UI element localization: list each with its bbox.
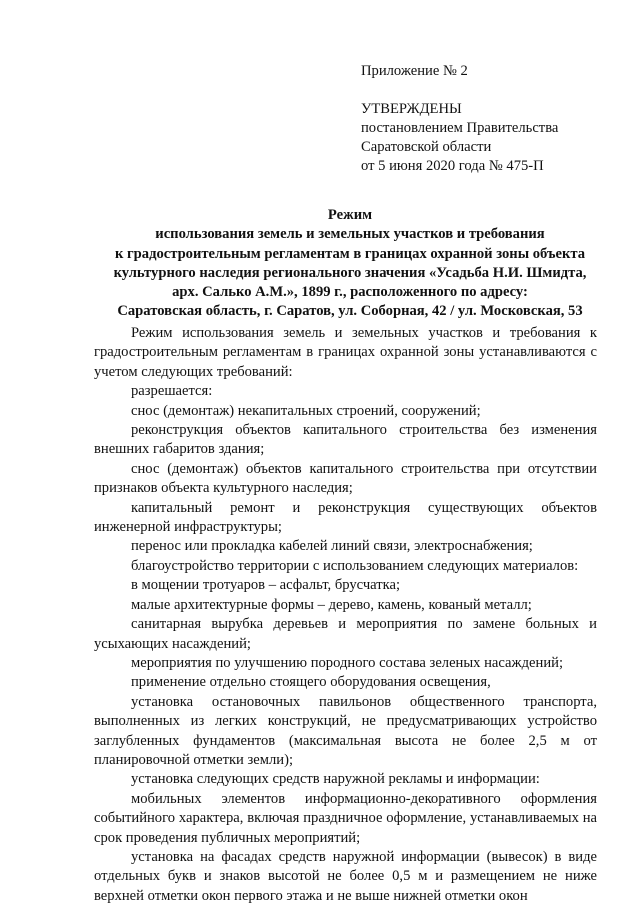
paragraph: снос (демонтаж) некапитальных строений, сооружений;	[131, 402, 481, 419]
title-line: Саратовская область, г. Саратов, ул. Соборная, 42 / ул. Московская, 53	[117, 303, 583, 320]
paragraph: мобильных элементов информационно-декоративного оформления событийного характера, включая праздничное оформление, устанавливаемых на срок проведения публичных мероприятий;	[94, 790, 597, 846]
paragraph: установка остановочных павильонов общественного транспорта, выполненных из легких конструкций, не предусматривающих устройство заглубленных фундаментов (максимальная высота не более 2,5 м от планировочной отметки земли);	[94, 693, 597, 768]
paragraph: малые архитектурные формы – дерево, камень, кованый металл;	[131, 596, 532, 613]
paragraph: применение отдельно стоящего оборудования освещения,	[131, 674, 491, 691]
title-line: к градостроительным регламентам в границах охранной зоны объекта	[114, 245, 586, 262]
paragraph: благоустройство территории с использованием следующих материалов:	[131, 557, 579, 574]
paragraph: капитальный ремонт и реконструкция существующих объектов инженерной инфраструктуры;	[94, 499, 597, 536]
paragraph-intro: Режим использования земель и земельных участков и требования к градостроительным регламентам в границах охранной зоны устанавливаются с учетом следующих требований:	[94, 325, 597, 380]
paragraph: реконструкция объектов капитального строительства без изменения внешних габаритов здания;	[94, 422, 597, 458]
appendix-number: Приложение № 2	[361, 63, 468, 79]
approval-line-2: Саратовской области	[361, 139, 492, 155]
title-heading: Режим	[327, 207, 373, 223]
document-title	[90, 206, 610, 322]
paragraph: перенос или прокладка кабелей линий связи, электроснабжения;	[131, 538, 533, 555]
paragraph-allowed: разрешается:	[131, 383, 213, 400]
title-line: культурного наследия регионального значения «Усадьба Н.И. Шмидта,	[113, 264, 587, 281]
spacer	[361, 81, 621, 100]
paragraph: в мощении тротуаров – асфальт, брусчатка;	[131, 577, 401, 594]
paragraph: снос (демонтаж) объектов капитального строительства при отсутствии признаков объекта культурного наследия;	[94, 460, 597, 497]
paragraph: санитарная вырубка деревьев и мероприятия по замене больных и усыхающих насаждений;	[94, 616, 597, 652]
paragraph-facade-signs: установка на фасадах средств наружной информации (вывесок) в виде отдельных букв и знаков высотой не более 0,5 м и размещением не ниже верхней отметки окон первого этажа и не выше нижней отметки окон	[94, 848, 597, 904]
approval-line-1: постановлением Правительства	[361, 120, 559, 136]
paragraph: мероприятия по улучшению породного состава зеленых насаждений;	[131, 654, 564, 671]
approved-label: УТВЕРЖДЕНЫ	[361, 101, 462, 117]
document-body	[94, 324, 597, 906]
approval-stamp	[361, 62, 621, 176]
approval-line-3: от 5 июня 2020 года № 475-П	[361, 158, 544, 174]
paragraph: установка следующих средств наружной рекламы и информации:	[131, 771, 540, 788]
title-line: арх. Салько А.М.», 1899 г., расположенного по адресу:	[172, 284, 528, 301]
title-line: использования земель и земельных участков и требования	[155, 226, 545, 243]
